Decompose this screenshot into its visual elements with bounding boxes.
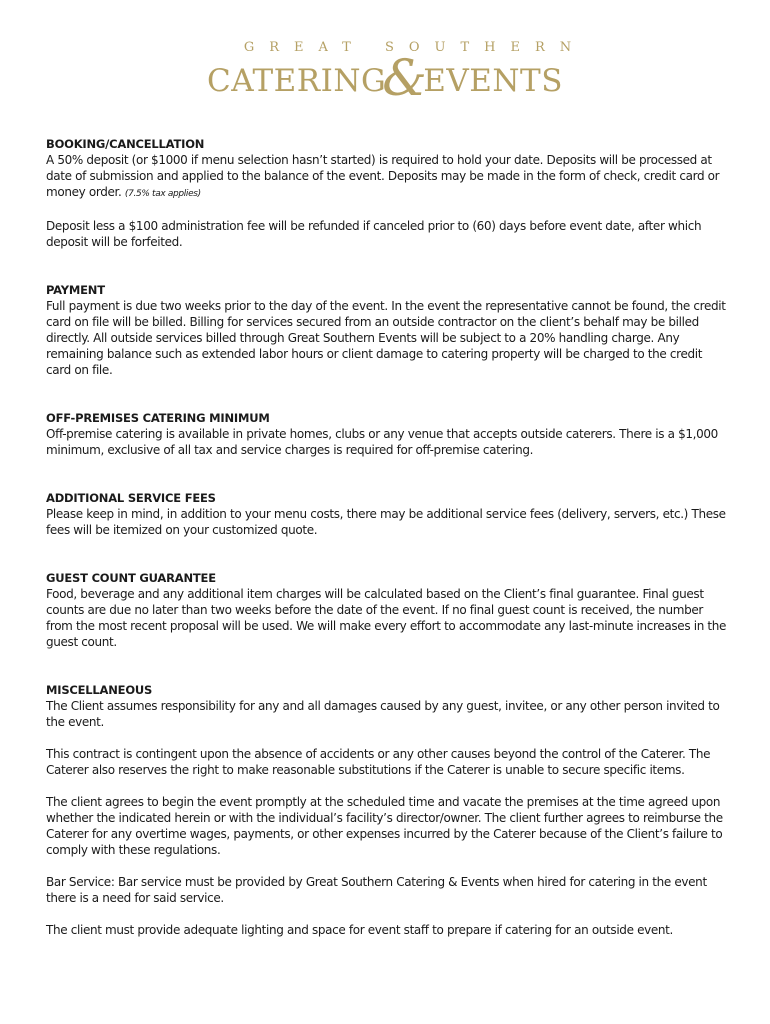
section-miscellaneous bbox=[46, 682, 728, 938]
document-body bbox=[46, 136, 728, 970]
logo-events-text: EVENTS bbox=[423, 63, 563, 99]
section-paragraph: The client agrees to begin the event promptly at the scheduled time and vacate the premises at the time agreed upon whether the indicated herein or with the individual’s facility’s director/owner. The client further agrees to reimburse the Caterer for any overtime wages, payments, or other expenses incurred by the Caterer because of the Client’s failure to comply with these regulations. bbox=[46, 795, 723, 857]
section-paragraph: Food, beverage and any additional item charges will be calculated based on the Client’s final guarantee. Final guest counts are due no later than two weeks before the date of the event. If no final guest count is received, the number from the most recent proposal will be used. We will make every effort to accommodate any last-minute increases in the guest count. bbox=[46, 587, 727, 649]
section-guest-count-guarantee bbox=[46, 570, 728, 650]
logo-wordmark bbox=[0, 49, 770, 107]
section-heading: ADDITIONAL SERVICE FEES bbox=[46, 491, 216, 505]
logo-catering-text: CATERING bbox=[207, 63, 387, 99]
section-additional-service-fees bbox=[46, 490, 728, 538]
section-heading: GUEST COUNT GUARANTEE bbox=[46, 571, 216, 585]
section-off-premises-minimum bbox=[46, 410, 728, 458]
section-paragraph: This contract is contingent upon the absence of accidents or any other causes beyond the control of the Caterer. The Caterer also reserves the right to make reasonable substitutions if the Caterer is unable to secure specific items. bbox=[46, 747, 711, 777]
section-heading: OFF-PREMISES CATERING MINIMUM bbox=[46, 411, 270, 425]
section-heading: MISCELLANEOUS bbox=[46, 683, 153, 697]
section-paragraph: A 50% deposit (or $1000 if menu selection hasn’t started) is required to hold your date. Deposits will be processed at date of submission and applied to the balance of the event. Deposits may be made in the form of check, credit card or money order. (7.5% tax applies) bbox=[46, 153, 720, 199]
tax-note: (7.5% tax applies) bbox=[124, 189, 201, 199]
section-paragraph: Off-premise catering is available in private homes, clubs or any venue that accepts outside caterers. There is a $1,000 minimum, exclusive of all tax and service charges is required for off-premise catering. bbox=[46, 427, 718, 457]
logo-ampersand: & bbox=[382, 49, 428, 107]
logo-top-line: GREAT SOUTHERN bbox=[243, 40, 587, 55]
company-logo bbox=[0, 40, 770, 107]
section-heading: PAYMENT bbox=[46, 283, 105, 297]
section-paragraph: Deposit less a $100 administration fee will be refunded if canceled prior to (60) days before event date, after which deposit will be forfeited. bbox=[46, 219, 702, 249]
section-paragraph: Bar Service: Bar service must be provided by Great Southern Catering & Events when hired for catering in the event there is a need for said service. bbox=[46, 875, 707, 905]
section-paragraph: Please keep in mind, in addition to your menu costs, there may be additional service fees (delivery, servers, etc.) These fees will be itemized on your customized quote. bbox=[46, 507, 726, 537]
section-paragraph: The client must provide adequate lighting and space for event staff to prepare if catering for an outside event. bbox=[46, 923, 673, 937]
section-booking-cancellation bbox=[46, 136, 728, 250]
section-payment bbox=[46, 282, 728, 378]
section-paragraph: Full payment is due two weeks prior to the day of the event. In the event the representative cannot be found, the credit card on file will be billed. Billing for services secured from an outside contractor on the client’s behalf may be billed directly. All outside services billed through Great Southern Events will be subject to a 20% handling charge. Any remaining balance such as extended labor hours or client damage to catering property will be charged to the credit card on file. bbox=[46, 299, 726, 377]
section-heading: BOOKING/CANCELLATION bbox=[46, 137, 205, 151]
section-paragraph: The Client assumes responsibility for any and all damages caused by any guest, invitee, or any other person invited to the event. bbox=[46, 699, 720, 729]
